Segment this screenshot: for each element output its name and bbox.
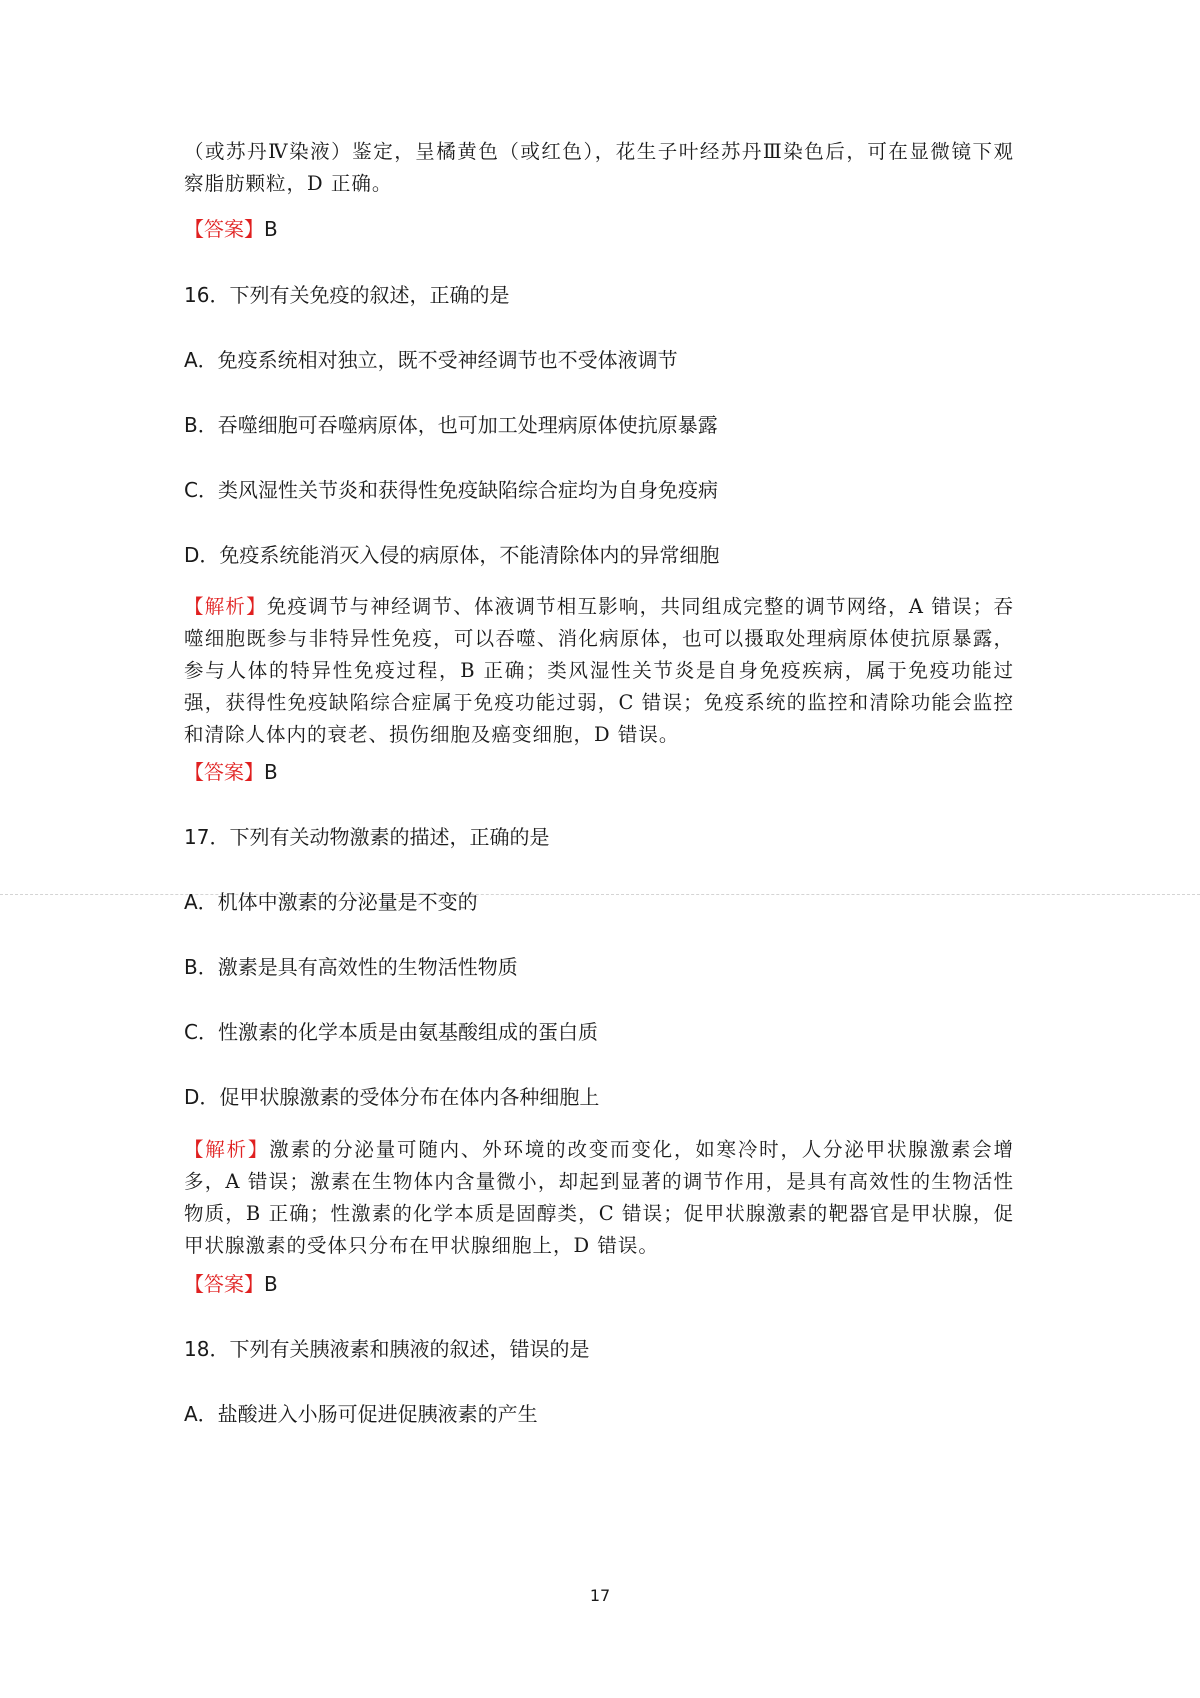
intro-text: （或苏丹Ⅳ染液）鉴定，呈橘黄色（或红色），花生子叶经苏丹Ⅲ染色后，可在显微镜下观察脂肪颗粒，D 正确。 (184, 140, 1014, 195)
answer-label: 【答案】 (184, 760, 264, 784)
analysis-label: 【解析】 (184, 595, 267, 618)
q17-stem: 17．下列有关动物激素的描述，正确的是 (184, 825, 550, 849)
answer-value: B (264, 1272, 278, 1296)
q15-answer (184, 215, 1014, 243)
page-number: 17 (589, 1586, 611, 1605)
q16-option-c: C．类风湿性关节炎和获得性免疫缺陷综合症均为自身免疫病 (184, 478, 718, 502)
q17-option-a: A．机体中激素的分泌量是不变的 (184, 890, 478, 914)
intro-paragraph (184, 136, 1014, 200)
analysis-text: 激素的分泌量可随内、外环境的改变而变化，如寒冷时，人分泌甲状腺激素会增多，A 错误；激素在生物体内含量微小，却起到显著的调节作用，是具有高效性的生物活性物质，B 正确；性激素的化学本质是固醇类，C 错误；促甲状腺激素的靶器官是甲状腺，促甲状腺激素的受体只分布在甲状腺细胞上，D 错误。 (184, 1138, 1014, 1257)
q17-option-c: C．性激素的化学本质是由氨基酸组成的蛋白质 (184, 1020, 598, 1044)
q16-option-b: B．吞噬细胞可吞噬病原体，也可加工处理病原体使抗原暴露 (184, 413, 718, 437)
q17-answer (184, 1270, 1014, 1298)
q16-stem: 16．下列有关免疫的叙述，正确的是 (184, 283, 510, 307)
answer-label: 【答案】 (184, 217, 264, 241)
q17-option-b: B．激素是具有高效性的生物活性物质 (184, 955, 518, 979)
answer-label: 【答案】 (184, 1272, 264, 1296)
analysis-label: 【解析】 (184, 1138, 270, 1161)
q18-stem: 18．下列有关胰液素和胰液的叙述，错误的是 (184, 1337, 590, 1361)
q17-analysis (184, 1134, 1014, 1262)
q16-answer (184, 758, 1014, 786)
q18-option-a: A．盐酸进入小肠可促进促胰液素的产生 (184, 1402, 538, 1426)
q16-option-d: D．免疫系统能消灭入侵的病原体，不能清除体内的异常细胞 (184, 543, 720, 567)
q16-option-a: A．免疫系统相对独立，既不受神经调节也不受体液调节 (184, 348, 678, 372)
answer-value: B (264, 760, 278, 784)
q16-analysis (184, 591, 1014, 751)
q17-option-d: D．促甲状腺激素的受体分布在体内各种细胞上 (184, 1085, 600, 1109)
analysis-text: 免疫调节与神经调节、体液调节相互影响，共同组成完整的调节网络，A 错误；吞噬细胞既参与非特异性免疫，可以吞噬、消化病原体，也可以摄取处理病原体使抗原暴露，参与人体的特异性免疫过程，B 正确；类风湿性关节炎是自身免疫疾病，属于免疫功能过强，获得性免疫缺陷综合症属于免疫功能过弱，C 错误；免疫系统的监控和清除功能会监控和清除人体内的衰老、损伤细胞及癌变细胞，D 错误。 (184, 595, 1014, 746)
answer-value: B (264, 217, 278, 241)
